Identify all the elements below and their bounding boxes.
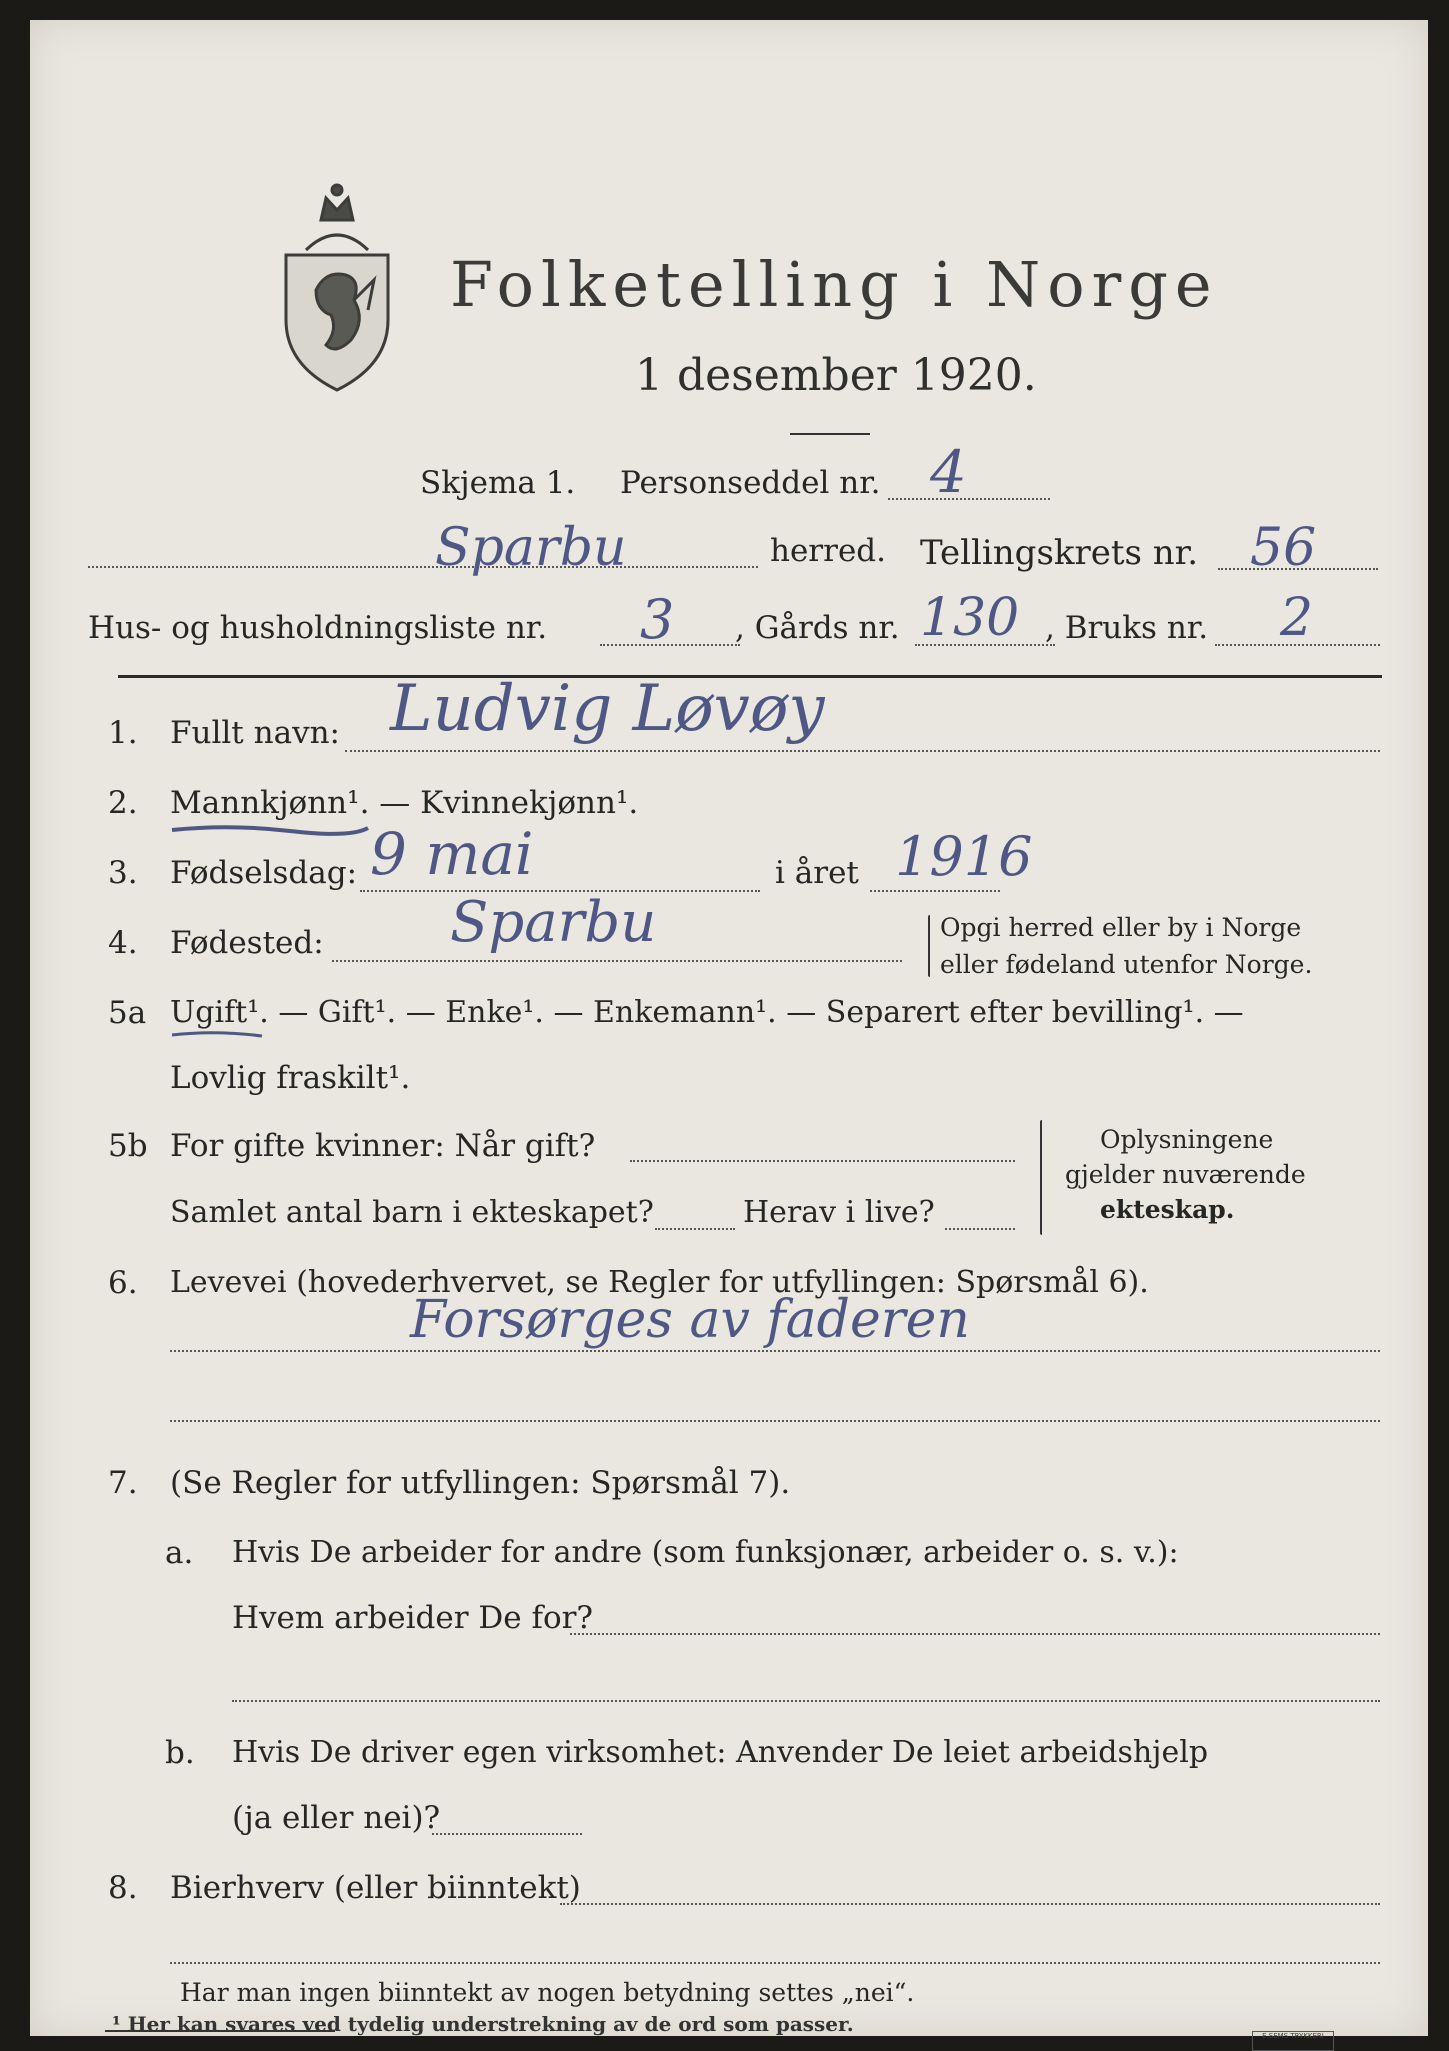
form-title: Folketelling i Norge: [450, 248, 1219, 321]
norwegian-coat-of-arms-icon: [276, 180, 398, 395]
q7a-label: Hvis De arbeider for andre (som funksjonær, arbeider o. s. v.):: [232, 1535, 1179, 1570]
occupation-field-line-1: [170, 1350, 1380, 1352]
birthyear-value[interactable]: 1916: [895, 825, 1033, 888]
birthday-value[interactable]: 9 mai: [370, 820, 534, 888]
q4-note-line1: Opgi herred eller by i Norge: [940, 913, 1302, 942]
q7b-label: Hvis De driver egen virksomhet: Anvender De leiet arbeidshjelp: [232, 1735, 1209, 1770]
herred-value[interactable]: Sparbu: [435, 518, 627, 578]
q8-number: 8.: [108, 1870, 138, 1906]
side-income-field-line-2: [170, 1962, 1380, 1964]
gards-number[interactable]: 130: [920, 588, 1020, 648]
married-when-field-line: [630, 1160, 1015, 1162]
hired-help-field-line: [432, 1833, 582, 1835]
q5b-alive-label: Herav i live?: [743, 1195, 935, 1230]
q2-number: 2.: [108, 785, 138, 821]
birthplace-field-line: [332, 960, 902, 962]
q7a-number: a.: [165, 1535, 194, 1571]
birthyear-field-line: [870, 890, 1000, 892]
personseddel-label: Personseddel nr.: [620, 465, 881, 501]
gender-underline-mark: [170, 820, 370, 840]
bruks-label: , Bruks nr.: [1045, 610, 1209, 646]
q4-number: 4.: [108, 925, 138, 961]
herred-label: herred.: [770, 533, 886, 569]
alive-field-line: [945, 1228, 1015, 1230]
q4-note-brace: [928, 915, 930, 977]
gards-label: , Gårds nr.: [735, 610, 900, 646]
side-income-field-line-1: [560, 1903, 1380, 1905]
q4-label: Fødested:: [170, 925, 324, 961]
occupation-value[interactable]: Forsørges av faderen: [410, 1290, 970, 1350]
hus-label: Hus- og husholdningsliste nr.: [88, 610, 548, 646]
q5a-label-line2: Lovlig fraskilt¹.: [170, 1060, 411, 1096]
q1-label: Fullt navn:: [170, 715, 340, 751]
census-form-page: [30, 20, 1428, 2040]
q7-number: 7.: [108, 1465, 138, 1501]
q5b-note-line2: gjelder nuværende: [1065, 1160, 1306, 1189]
q1-number: 1.: [108, 715, 138, 751]
tellingskrets-number[interactable]: 56: [1250, 518, 1317, 578]
q5b-note-line3: ekteskap.: [1100, 1195, 1235, 1224]
q3-year-label: i året: [775, 855, 859, 891]
bruks-number[interactable]: 2: [1280, 588, 1314, 648]
full-name-value[interactable]: Ludvig Løvøy: [390, 672, 825, 746]
q8-label: Bierhverv (eller biinntekt): [170, 1870, 581, 1906]
footnote: ¹ Her kan svares ved tydelig understrekning av de ord som passer.: [112, 2012, 854, 2036]
q6-number: 6.: [108, 1265, 138, 1301]
q5b-children-label: Samlet antal barn i ekteskapet?: [170, 1195, 654, 1230]
schema-label: Skjema 1.: [420, 465, 576, 501]
q6-label: Levevei (hovederhvervet, se Regler for utfyllingen: Spørsmål 6).: [170, 1265, 1149, 1300]
occupation-field-line-2: [170, 1420, 1380, 1422]
q7b-yes-no-label: (ja eller nei)?: [232, 1800, 441, 1836]
personseddel-field-line: [888, 498, 1050, 500]
employer-field-line-2: [232, 1700, 1380, 1702]
q5b-note-line1: Oplysningene: [1100, 1125, 1274, 1154]
q7b-number: b.: [165, 1735, 195, 1771]
q3-label: Fødselsdag:: [170, 855, 358, 891]
census-date: 1 desember 1920.: [635, 350, 1037, 401]
q5a-number: 5a: [108, 995, 147, 1031]
side-income-note: Har man ingen biinntekt av nogen betydning settes „nei“.: [180, 1978, 915, 2007]
q4-note-line2: eller fødeland utenfor Norge.: [940, 950, 1313, 979]
hus-number[interactable]: 3: [640, 588, 675, 651]
personseddel-number[interactable]: 4: [930, 438, 967, 506]
tellingskrets-label: Tellingskrets nr.: [920, 533, 1199, 573]
title-divider: [790, 433, 870, 435]
q7a-employer-label: Hvem arbeider De for?: [232, 1600, 594, 1636]
q7-label: (Se Regler for utfyllingen: Spørsmål 7).: [170, 1465, 791, 1501]
q5b-note-brace: [1040, 1120, 1042, 1235]
herred-field-line: [88, 566, 758, 568]
q5b-number: 5b: [108, 1128, 148, 1164]
children-field-line: [655, 1228, 735, 1230]
q5a-label: Ugift¹. — Gift¹. — Enke¹. — Enkemann¹. — Separert efter bevilling¹. —: [170, 995, 1244, 1030]
q5b-label: For gifte kvinner: Når gift?: [170, 1128, 596, 1164]
birthplace-value[interactable]: Sparbu: [450, 890, 657, 955]
q2-label: Mannkjønn¹. — Kvinnekjønn¹.: [170, 785, 639, 821]
marital-underline-mark: [170, 1028, 265, 1042]
q3-number: 3.: [108, 855, 138, 891]
printer-stamp: E.SEMS TRYKKERI: [1252, 2031, 1334, 2051]
employer-field-line-1: [570, 1633, 1380, 1635]
q1-field-line: [345, 750, 1380, 752]
